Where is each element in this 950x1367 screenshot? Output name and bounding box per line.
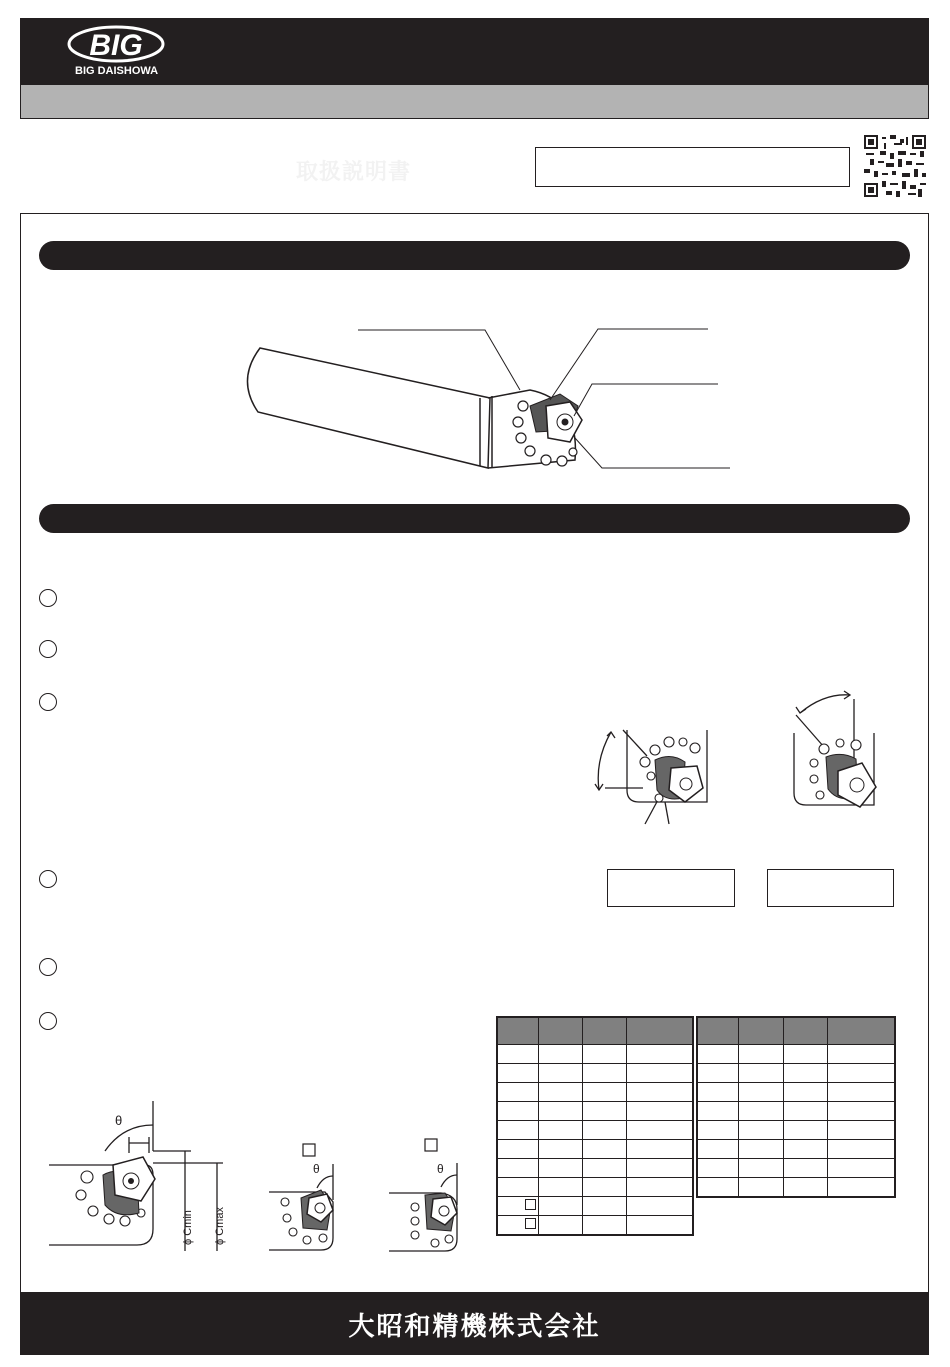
section-header-bar-2 [39,504,910,533]
big-logo [67,25,165,63]
table-row [497,1197,693,1216]
table-row [497,1216,693,1236]
table-row [697,1121,895,1140]
section-header-bar-1 [39,241,910,270]
adjustment-diagram-right [780,685,890,815]
document-title: 取扱説明書 [296,160,412,185]
table-row [497,1140,693,1159]
table-row [697,1045,895,1064]
table-row [497,1178,693,1197]
qr-code-icon [864,135,926,197]
adjustment-diagram-left [585,690,720,830]
header [20,18,929,185]
company-name: 大昭和精機株式会社 [348,1312,601,1342]
logo-subtitle: BIG DAISHOWA [75,65,159,77]
table-row [697,1178,895,1198]
model-number-box [535,147,850,187]
table-row [497,1083,693,1102]
step-marker-2 [39,640,57,658]
footer-bar [20,1292,929,1355]
table-row [697,1064,895,1083]
step-marker-5 [39,958,57,976]
insert-angle-diagram-a [265,1140,345,1252]
step-marker-1 [39,589,57,607]
cmin-label: ϕ Cmin [182,1210,194,1245]
table-row [497,1121,693,1140]
theta-label-a: θ [313,1162,320,1176]
title-band [21,85,928,185]
table-row [497,1045,693,1064]
label-box-right [767,869,894,907]
theta-label-b: θ [437,1162,444,1176]
table-row [697,1102,895,1121]
step-marker-6 [39,1012,57,1030]
cmax-label: ϕ Cmax [214,1207,226,1245]
table-row [497,1064,693,1083]
theta-label: θ [115,1113,123,1128]
table-row [697,1083,895,1102]
svg-text:BIG: BIG [89,29,143,62]
insert-angle-diagram-b [385,1135,465,1253]
table-row [497,1102,693,1121]
tool-overview-illustration [230,320,740,490]
spec-table-left [496,1016,694,1236]
step-marker-4 [39,870,57,888]
step-marker-3 [39,693,57,711]
table-row [697,1159,895,1178]
spec-table-right [696,1016,896,1198]
table-row [697,1140,895,1159]
cutting-diameter-diagram [45,1095,240,1260]
label-box-left [607,869,735,907]
table-row [497,1159,693,1178]
